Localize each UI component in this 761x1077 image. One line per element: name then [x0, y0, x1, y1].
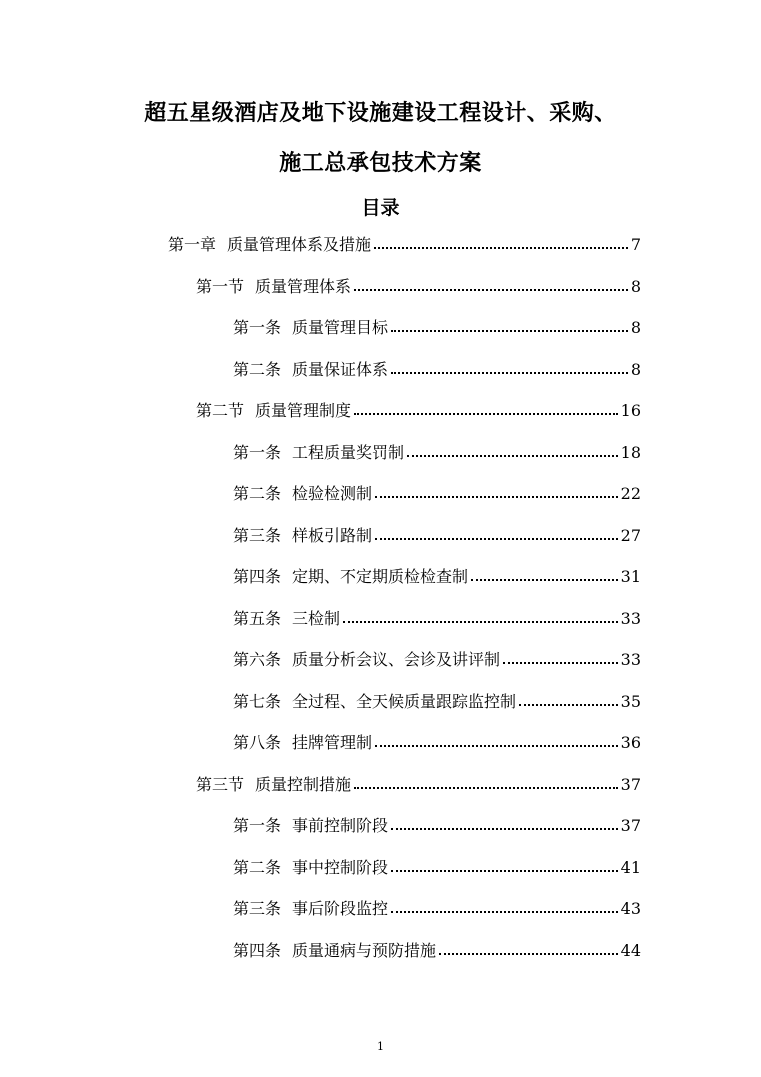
- toc-entry[interactable]: [196, 277, 641, 297]
- toc-entry-page-number: 8: [630, 277, 641, 296]
- toc-entry-title: 三检制: [292, 609, 341, 628]
- toc-entry-title: 事后阶段监控: [292, 899, 389, 918]
- dot-leader: [391, 319, 628, 333]
- toc-entry-title: 检验检测制: [292, 484, 373, 503]
- toc-entry[interactable]: [233, 733, 641, 753]
- toc-entry-label: 第一条: [233, 816, 282, 835]
- toc-entry-label: 第三条: [233, 899, 282, 918]
- document-title-line-1: 超五星级酒店及地下设施建设工程设计、采购、: [144, 101, 617, 126]
- toc-entry-page-number: 22: [620, 484, 641, 503]
- toc-entry-label: 第二条: [233, 484, 282, 503]
- toc-entry-title: 挂牌管理制: [292, 733, 373, 752]
- toc-entry-label: 第三条: [233, 526, 282, 545]
- toc-entry-title: 质量通病与预防措施: [292, 941, 437, 960]
- toc-entry-label: 第一条: [233, 443, 282, 462]
- toc-entry-page-number: 37: [620, 816, 641, 835]
- toc-entry[interactable]: [233, 360, 641, 380]
- toc-entry-page-number: 43: [620, 899, 641, 918]
- toc-entry-page-number: 33: [620, 609, 641, 628]
- dot-leader: [354, 776, 618, 790]
- toc-entry-page-number: 36: [620, 733, 641, 752]
- toc-entry[interactable]: [233, 526, 641, 546]
- dot-leader: [439, 942, 618, 956]
- toc-entry[interactable]: [196, 775, 641, 795]
- toc-entry-title: 质量管理目标: [292, 318, 389, 337]
- toc-entry-page-number: 27: [620, 526, 641, 545]
- toc-entry-page-number: 35: [620, 692, 641, 711]
- toc-entry-label: 第四条: [233, 567, 282, 586]
- dot-leader: [391, 817, 618, 831]
- document-title-line-2: 施工总承包技术方案: [279, 151, 482, 176]
- dot-leader: [519, 693, 618, 707]
- toc-entry-page-number: 8: [630, 360, 641, 379]
- toc-entry-title: 质量管理体系及措施: [227, 235, 372, 254]
- toc-entry-page-number: 7: [630, 235, 641, 254]
- toc-entry-title: 质量分析会议、会诊及讲评制: [292, 650, 501, 669]
- toc-entry-page-number: 44: [620, 941, 641, 960]
- toc-entry[interactable]: [233, 858, 641, 878]
- toc-entry[interactable]: [196, 401, 641, 421]
- toc-entry-label: 第二条: [233, 858, 282, 877]
- dot-leader: [391, 361, 628, 375]
- toc-entry[interactable]: [233, 443, 641, 463]
- toc-entry-page-number: 8: [630, 318, 641, 337]
- dot-leader: [374, 236, 628, 250]
- dot-leader: [391, 859, 618, 873]
- dot-leader: [407, 444, 618, 458]
- toc-entry-title: 事前控制阶段: [292, 816, 389, 835]
- toc-entry-title: 质量保证体系: [292, 360, 389, 379]
- toc-entry-page-number: 33: [620, 650, 641, 669]
- toc-entry-label: 第七条: [233, 692, 282, 711]
- toc-entry[interactable]: [233, 692, 641, 712]
- toc-entry-label: 第一章: [168, 235, 217, 254]
- toc-entry-title: 工程质量奖罚制: [292, 443, 405, 462]
- toc-entry-title: 质量管理体系: [255, 277, 352, 296]
- dot-leader: [375, 485, 618, 499]
- dot-leader: [391, 900, 618, 914]
- dot-leader: [375, 527, 618, 541]
- toc-entry-title: 全过程、全天候质量跟踪监控制: [292, 692, 517, 711]
- toc-entry-title: 质量控制措施: [255, 775, 352, 794]
- toc-entry-title: 事中控制阶段: [292, 858, 389, 877]
- dot-leader: [375, 734, 618, 748]
- dot-leader: [354, 402, 618, 416]
- toc-entry-label: 第八条: [233, 733, 282, 752]
- toc-entry-label: 第一条: [233, 318, 282, 337]
- dot-leader: [343, 610, 618, 624]
- toc-heading: 目录: [361, 197, 400, 219]
- toc-entry-page-number: 18: [620, 443, 641, 462]
- toc-entry-title: 样板引路制: [292, 526, 373, 545]
- page-number: 1: [377, 1040, 384, 1053]
- toc-entry-page-number: 16: [620, 401, 641, 420]
- toc-entry[interactable]: [233, 567, 641, 587]
- toc-entry-page-number: 31: [620, 567, 641, 586]
- toc-entry[interactable]: [233, 941, 641, 961]
- toc-entry-label: 第五条: [233, 609, 282, 628]
- toc-entry-label: 第二节: [196, 401, 245, 420]
- toc-entry[interactable]: [233, 609, 641, 629]
- dot-leader: [471, 568, 618, 582]
- toc-entry-label: 第三节: [196, 775, 245, 794]
- toc-entry[interactable]: [233, 650, 641, 670]
- toc-entry-label: 第四条: [233, 941, 282, 960]
- toc-entry-title: 定期、不定期质检检查制: [292, 567, 469, 586]
- toc-entry-title: 质量管理制度: [255, 401, 352, 420]
- toc-entry[interactable]: [233, 899, 641, 919]
- toc-entry-page-number: 37: [620, 775, 641, 794]
- toc-entry[interactable]: [233, 484, 641, 504]
- toc-entry[interactable]: [233, 816, 641, 836]
- toc-entry-label: 第一节: [196, 277, 245, 296]
- dot-leader: [503, 651, 618, 665]
- toc-entry[interactable]: [233, 318, 641, 338]
- toc-entry[interactable]: [168, 235, 641, 255]
- dot-leader: [354, 278, 628, 292]
- toc-entry-page-number: 41: [620, 858, 641, 877]
- toc-entry-label: 第六条: [233, 650, 282, 669]
- toc-entry-label: 第二条: [233, 360, 282, 379]
